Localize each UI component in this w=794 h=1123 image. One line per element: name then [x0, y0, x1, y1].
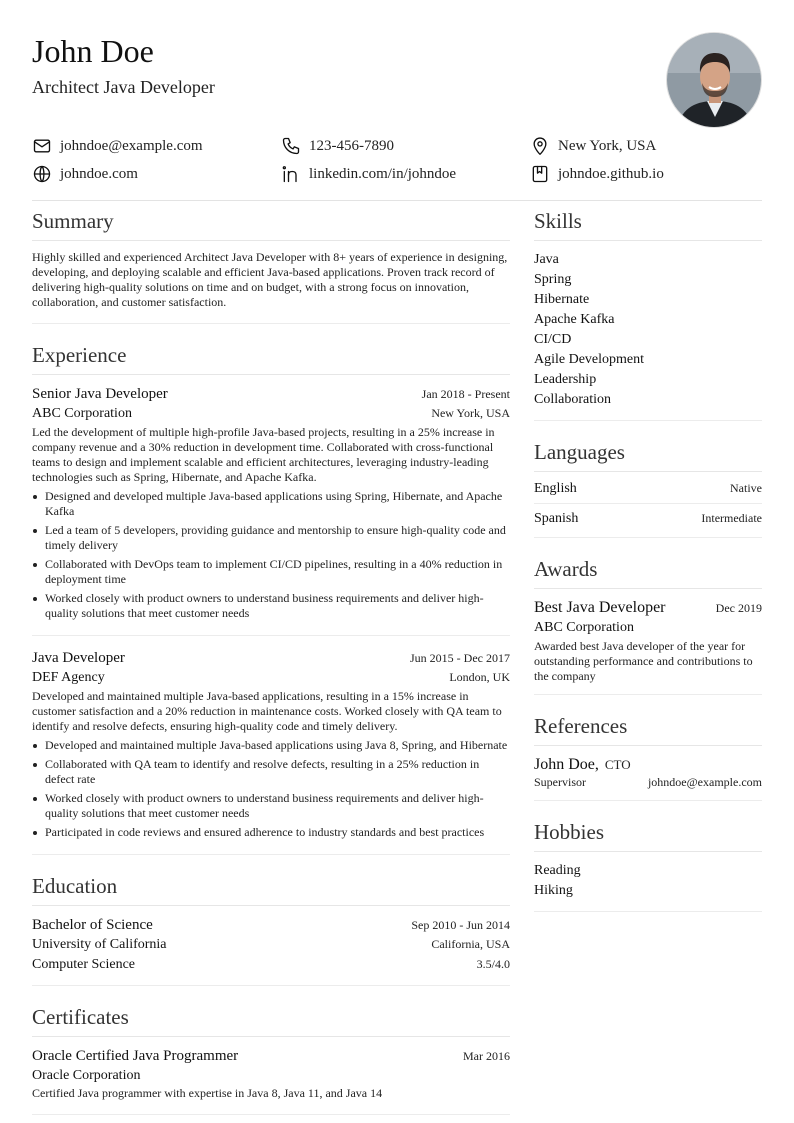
job-description: Developed and maintained multiple Java-based applications, resulting in a 15% increase in customer satisfaction and a 20% reduction in maintenance costs. Worked closely with QA team to identify and resolve defects, ensuring high-quality code and timely delivery.: [32, 689, 502, 733]
skill-item: Apache Kafka: [534, 312, 615, 327]
hobby-item: Hiking: [534, 883, 573, 898]
job-title: Java Developer: [32, 650, 125, 666]
globe-icon: [32, 164, 52, 184]
main-column: [32, 207, 510, 1123]
education-section: [32, 872, 510, 986]
degree: Bachelor of Science: [32, 917, 153, 933]
award-name: Best Java Developer: [534, 599, 666, 616]
education-heading: Education: [32, 872, 510, 906]
language-level: Native: [730, 481, 762, 495]
reference-email[interactable]: johndoe@example.com: [647, 775, 762, 789]
education-date: Sep 2010 - Jun 2014: [411, 918, 510, 932]
job-company: DEF Agency: [32, 670, 105, 685]
reference-role: CTO: [604, 757, 631, 772]
job-bullet: Designed and developed multiple Java-based applications using Spring, Hibernate, and Apache Kafka: [32, 489, 510, 519]
experience-item: [32, 648, 510, 840]
language-row: [534, 511, 762, 527]
phone-text: 123-456-7890: [309, 137, 394, 154]
candidate-role: Architect Java Developer: [32, 77, 215, 97]
job-bullets: [32, 489, 510, 621]
phone-icon: [281, 136, 301, 156]
job-description: Led the development of multiple high-profile Java-based projects, resulting in a 25% increase in company revenue and a 30% reduction in development time. Collaborated with cross-functional teams to design and implement scalable and efficient architectures, leveraging industry-leading technologies such as Spring, Hibernate, and Apache Kafka.: [32, 425, 495, 484]
skill-item: Leadership: [534, 372, 597, 387]
references-section: [534, 712, 762, 801]
job-date: Jun 2015 - Dec 2017: [410, 651, 510, 665]
skills-heading: Skills: [534, 207, 762, 241]
experience-section: [32, 341, 510, 855]
language-row: [534, 481, 762, 504]
experience-heading: Experience: [32, 341, 510, 375]
skills-section: [534, 207, 762, 421]
certificate-description: Certified Java programmer with expertise in Java 8, Java 11, and Java 14: [32, 1086, 383, 1100]
hobby-item: Reading: [534, 863, 581, 878]
award-date: Dec 2019: [715, 601, 762, 615]
languages-heading: Languages: [534, 438, 762, 472]
award-organization: ABC Corporation: [534, 620, 634, 635]
certificates-heading: Certificates: [32, 1003, 510, 1037]
profile-photo: [666, 32, 762, 128]
certificate-issuer: Oracle Corporation: [32, 1068, 141, 1083]
contact-website[interactable]: [32, 163, 138, 185]
certificate-name: Oracle Certified Java Programmer: [32, 1048, 239, 1064]
linkedin-text: linkedin.com/in/johndoe: [309, 165, 457, 182]
job-bullet: Participated in code reviews and ensured adherence to industry standards and best practices: [32, 825, 510, 840]
experience-item: [32, 384, 510, 636]
certificates-section: [32, 1003, 510, 1115]
job-company: ABC Corporation: [32, 406, 132, 421]
summary-section: [32, 207, 510, 324]
job-title: Senior Java Developer: [32, 386, 168, 402]
hobbies-section: [534, 818, 762, 912]
contact-linkedin[interactable]: [281, 163, 456, 185]
side-column: [534, 207, 762, 929]
school-location: California, USA: [431, 937, 510, 951]
skill-item: Java: [534, 252, 559, 267]
reference-name: John Doe,: [534, 756, 599, 773]
reference-header: [534, 755, 762, 775]
job-bullet: Developed and maintained multiple Java-based applications using Java 8, Spring, and Hibernate: [32, 738, 510, 753]
contact-location: [530, 135, 656, 157]
job-bullet: Worked closely with product owners to understand business requirements and deliver high-quality solutions that meet customer needs: [32, 591, 510, 621]
location-pin-icon: [530, 136, 550, 156]
job-bullet: Led a team of 5 developers, providing guidance and mentorship to ensure high-quality code and timely delivery: [32, 523, 510, 553]
certificate-date: Mar 2016: [463, 1049, 510, 1063]
references-heading: References: [534, 712, 762, 746]
award-description: Awarded best Java developer of the year for outstanding performance and contributions to the company: [534, 639, 753, 683]
skill-item: Hibernate: [534, 292, 590, 307]
candidate-name: John Doe: [32, 33, 154, 69]
github-text: johndoe.github.io: [558, 165, 664, 182]
job-bullet: Collaborated with QA team to identify and resolve defects, resulting in a 25% reduction in defect rate: [32, 757, 510, 787]
language-name: English: [534, 481, 577, 496]
contact-phone[interactable]: [281, 135, 394, 157]
job-date: Jan 2018 - Present: [421, 387, 510, 401]
job-bullet: Collaborated with DevOps team to implement CI/CD pipelines, resulting in a 40% reduction in deployment time: [32, 557, 510, 587]
summary-text: Highly skilled and experienced Architect Java Developer with 8+ years of experience in designing, developing, and deploying scalable and efficient Java-based applications. Proven track record of delivering high-quality solutions on time and on budget, with a strong focus on innovation, collaboration, and customer satisfaction.: [32, 250, 508, 309]
job-location: New York, USA: [431, 406, 510, 420]
email-text: johndoe@example.com: [60, 137, 203, 154]
languages-section: [534, 438, 762, 538]
job-bullets: [32, 738, 510, 840]
language-name: Spanish: [534, 511, 579, 526]
skill-item: Collaboration: [534, 392, 611, 407]
contact-email[interactable]: [32, 135, 203, 157]
contact-github[interactable]: [530, 163, 664, 185]
skill-item: Agile Development: [534, 352, 645, 367]
job-bullet: Worked closely with product owners to understand business requirements and deliver high-quality solutions that meet customer needs: [32, 791, 510, 821]
job-location: London, UK: [449, 670, 510, 684]
mail-icon: [32, 136, 52, 156]
hobbies-heading: Hobbies: [534, 818, 762, 852]
language-level: Intermediate: [701, 511, 762, 525]
school: University of California: [32, 937, 167, 952]
reference-relation: Supervisor: [534, 775, 586, 789]
skill-item: CI/CD: [534, 332, 572, 347]
skill-item: Spring: [534, 272, 572, 287]
github-icon: [530, 164, 550, 184]
field-of-study: Computer Science: [32, 957, 136, 972]
awards-section: [534, 555, 762, 695]
header-divider: [32, 200, 762, 201]
summary-heading: Summary: [32, 207, 510, 241]
awards-heading: Awards: [534, 555, 762, 589]
linkedin-icon: [281, 164, 301, 184]
gpa: 3.5/4.0: [476, 957, 510, 971]
location-text: New York, USA: [558, 137, 657, 154]
website-text: johndoe.com: [60, 165, 138, 182]
